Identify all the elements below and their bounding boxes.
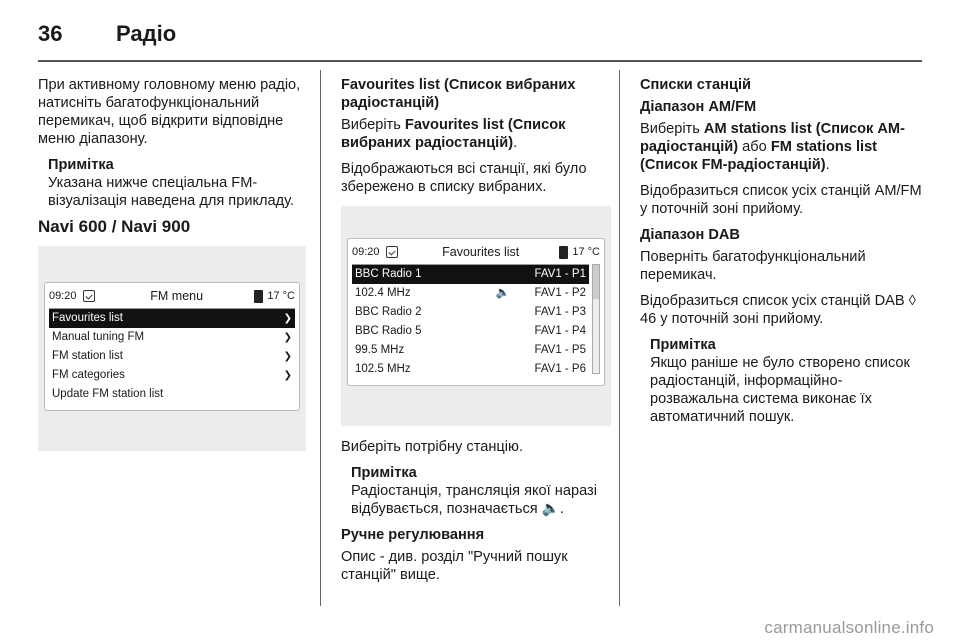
am-fm-title: Діапазон AM/FM <box>640 99 757 115</box>
station-name: 99.5 MHz <box>355 344 405 356</box>
header-divider <box>38 60 922 62</box>
chevron-right-icon: ❯ <box>283 370 292 381</box>
preset-slot: FAV1 - P5 <box>534 344 586 356</box>
preset-slot: FAV1 - P3 <box>534 306 586 318</box>
favourite-row[interactable] <box>352 284 589 303</box>
status-bar <box>49 286 295 306</box>
am-fm-shown-text: Відобразиться список усіх станцій AM/FM у поточній зоні прийому. <box>640 183 922 217</box>
menu-reference-fm: FM stations list (Список FM-радіостанцій) <box>640 139 878 173</box>
check-icon <box>83 290 95 302</box>
station-name: BBC Radio 2 <box>355 306 422 318</box>
fm-menu-screen <box>44 282 300 411</box>
preset-slot: FAV1 - P4 <box>534 325 586 337</box>
fm-menu-list <box>49 308 295 404</box>
column-2 <box>341 76 611 592</box>
note-1 <box>48 156 306 210</box>
phone-icon <box>559 246 568 259</box>
intro-text: При активному головному меню радіо, натисніть багатофункціональний перемикач, щоб відкрити відповідне меню діапазону. <box>38 77 301 147</box>
list-scrollbar[interactable] <box>592 264 600 374</box>
station-name: 102.5 MHz <box>355 363 411 375</box>
page-ref-icon: ◊ <box>908 293 916 309</box>
preset-slot: FAV1 - P2 <box>534 287 586 299</box>
temperature <box>559 243 600 262</box>
menu-item-label: Manual tuning FM <box>52 331 145 343</box>
check-icon <box>386 246 398 258</box>
speaker-icon: 🔈 <box>541 501 560 517</box>
text-mid: або <box>738 139 771 155</box>
station-cell <box>355 360 495 379</box>
column-3 <box>640 76 922 434</box>
favourite-row[interactable] <box>352 341 589 360</box>
manual-tuning-text: Опис - див. розділ "Ручний пошук станцій" вище. <box>341 549 568 583</box>
column-divider-2 <box>619 70 620 606</box>
station-cell <box>355 303 495 322</box>
menu-item-categories[interactable] <box>49 366 295 385</box>
note-2 <box>351 464 611 518</box>
page-header <box>38 14 176 54</box>
chevron-right-icon: ❯ <box>283 332 292 343</box>
column-divider-1 <box>320 70 321 606</box>
preset-slot: FAV1 - P6 <box>534 363 586 375</box>
chapter-title: Радіо <box>116 21 177 46</box>
favourite-row[interactable] <box>352 360 589 379</box>
manual-tuning-title: Ручне регулювання <box>341 527 485 543</box>
menu-reference: Favourites list (Список вибраних радіостанцій) <box>341 117 566 151</box>
temperature-value: 17 °C <box>572 245 600 258</box>
am-fm-select-text <box>640 120 922 174</box>
note-title: Примітка <box>351 465 417 481</box>
clock-time: 09:20 <box>352 245 380 258</box>
clock-time: 09:20 <box>49 289 77 302</box>
column-1 <box>38 76 306 463</box>
temperature-value: 17 °C <box>267 289 295 302</box>
text-suffix: . <box>513 135 518 151</box>
favourites-screen <box>347 238 605 386</box>
note-text: Якщо раніше не було створено список радіостанцій, інформаційно-розважальна система виконає їх автоматичний пошук. <box>650 355 910 425</box>
note-text: Указана нижче спеціальна FM-візуалізація наведена для прикладу. <box>48 175 295 209</box>
station-cell <box>355 322 495 341</box>
status-bar <box>352 242 600 262</box>
chevron-right-icon: ❯ <box>283 313 292 324</box>
favourite-row[interactable] <box>352 265 589 284</box>
dab-text-a: Відобразиться список усіх станцій DAB <box>640 293 905 309</box>
menu-item-update-list[interactable] <box>49 385 295 404</box>
menu-reference-am: AM stations list (Список AM-радіостанцій) <box>640 121 905 155</box>
note-title: Примітка <box>48 157 114 173</box>
favourites-select-text <box>341 116 611 152</box>
menu-item-favourites[interactable] <box>49 309 295 328</box>
menu-item-label: Favourites list <box>52 312 123 324</box>
menu-item-label: FM station list <box>52 350 123 362</box>
menu-item-label: Update FM station list <box>52 388 164 400</box>
page-number: 36 <box>38 21 63 46</box>
dab-title: Діапазон DAB <box>640 227 740 243</box>
station-lists-title: Списки станцій <box>640 77 751 93</box>
section-heading: Navi 600 / Navi 900 <box>38 217 191 236</box>
favourites-list-wrap <box>352 262 600 379</box>
note-3 <box>650 336 922 426</box>
menu-item-manual-tuning[interactable] <box>49 328 295 347</box>
screen-title: Favourites list <box>442 244 520 259</box>
menu-item-label: FM categories <box>52 369 125 381</box>
menu-item-station-list[interactable] <box>49 347 295 366</box>
chevron-right-icon: ❯ <box>283 351 292 362</box>
favourites-title: Favourites list (Список вибраних радіостанцій) <box>341 77 576 111</box>
footer-watermark[interactable]: carmanualsonline.info <box>764 618 934 637</box>
station-name: BBC Radio 5 <box>355 325 422 337</box>
station-cell <box>355 284 511 303</box>
station-name: 102.4 MHz <box>355 287 411 299</box>
favourite-row[interactable] <box>352 303 589 322</box>
dab-shown-text <box>640 292 922 328</box>
favourites-list <box>352 264 589 379</box>
note-title: Примітка <box>650 337 716 353</box>
note-body: Радіостанція, трансляція якої наразі відбувається, позначається <box>351 483 597 517</box>
favourite-row[interactable] <box>352 322 589 341</box>
dab-rotate-text: Поверніть багатофункціональний перемикач. <box>640 249 866 283</box>
favourites-shown-text: Відображаються всі станції, які було збережено в списку вибраних. <box>341 161 587 195</box>
text-suffix: . <box>825 157 830 173</box>
screen-title: FM menu <box>150 288 204 303</box>
station-cell <box>355 341 495 360</box>
speaker-icon: 🔈 <box>495 287 511 299</box>
text-prefix: Виберіть <box>341 117 405 133</box>
temperature <box>254 287 295 306</box>
favourites-figure <box>341 206 611 426</box>
dab-text-b: 46 у поточній зоні прийому. <box>640 311 824 327</box>
note-text: Радіостанція, трансляція якої наразі відбувається, позначається 🔈. <box>351 483 597 517</box>
station-cell <box>355 265 495 284</box>
choose-station-text: Виберіть потрібну станцію. <box>341 439 524 455</box>
phone-icon <box>254 290 263 303</box>
fm-menu-figure <box>38 246 306 451</box>
scrollbar-thumb[interactable] <box>593 265 599 299</box>
station-name: BBC Radio 1 <box>355 268 422 280</box>
preset-slot: FAV1 - P1 <box>534 268 586 280</box>
text-prefix: Виберіть <box>640 121 704 137</box>
